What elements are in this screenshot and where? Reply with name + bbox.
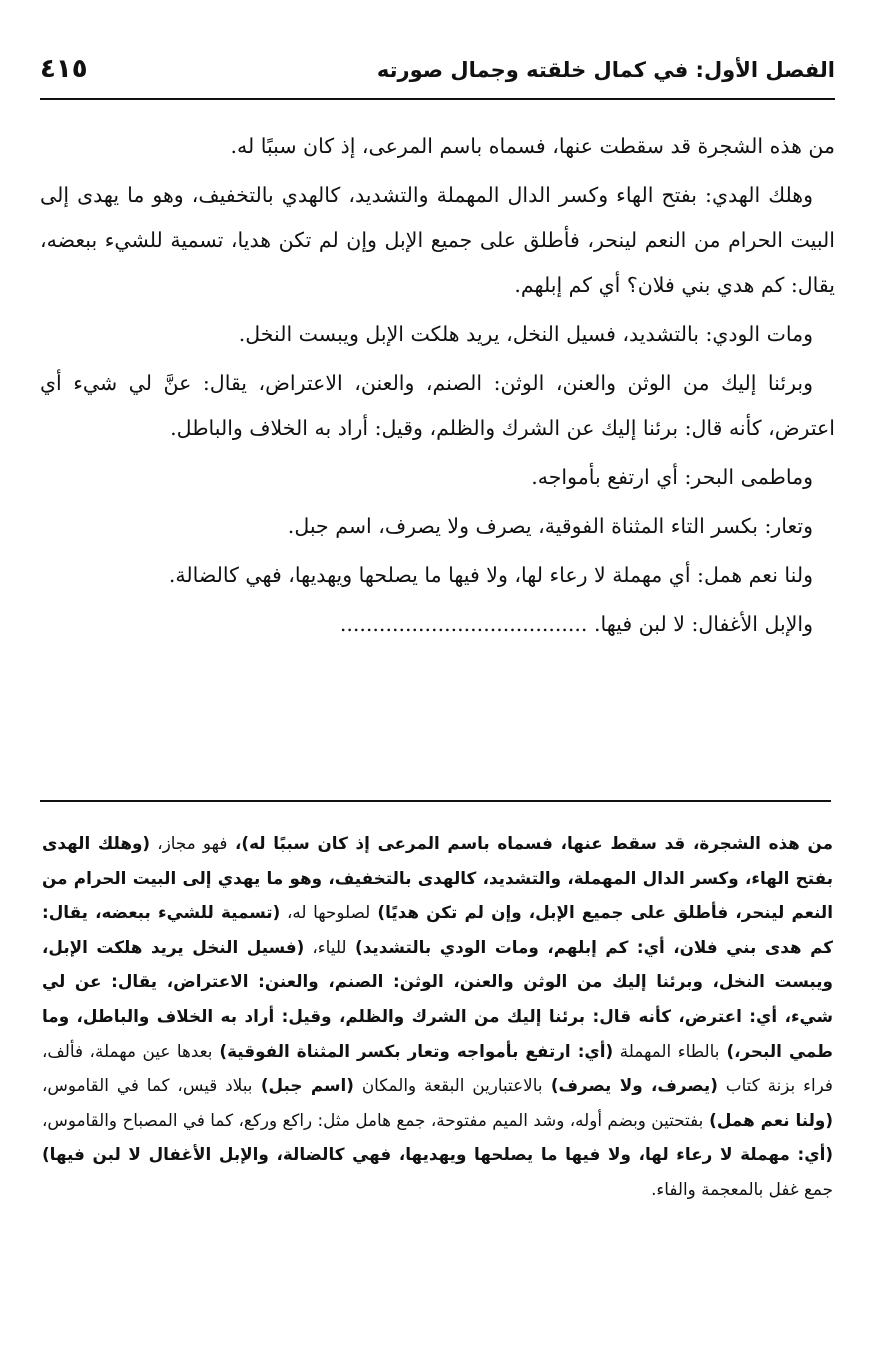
footnote-segment: (وهلك الهدى بفتح الهاء، وكسر الدال المهملة، والتشديد، كالهدى بالتخفيف، وهو ما يهدي إلى البيت الحرام من النعم لينحر، فأطلق على جميع الإبل، وإن لم تكن هديًا) <box>42 833 833 923</box>
footnote-segment: (تسمية للشيء ببعضه، يقال: كم هدى بني فلان، أي: كم إبلهم، ومات الودي بالتشديد) <box>42 902 833 957</box>
main-text <box>40 124 835 651</box>
footnote-segment: لصلوحها له، <box>280 902 371 923</box>
footnote-segment: بالطاء المهملة <box>613 1040 720 1061</box>
footnote-segment: من هذه الشجرة، قد سقط عنها، فسماه باسم المرعى إذ كان سببًا له)، <box>227 833 833 853</box>
footnote-segment: للياء، <box>304 936 347 957</box>
footnote-segment: (فسيل النخل يريد هلكت الإبل، ويبست النخل، وبرئنا إليك من الوثن والعنن، الوثن: الصنم، والعنن: الاعتراض، يقال: عن لي شيء، أي: اعترض، كأنه قال: برئنا إليك من الشرك والظلم، وقيل: أراد به الخلاف والباطل، وما طمي البحر،) <box>42 936 833 1061</box>
footnote-segment: بالاعتبارين البقعة والمكان <box>353 1075 543 1096</box>
main-paragraph: وهلك الهدي: بفتح الهاء وكسر الدال المهملة والتشديد، كالهدي بالتخفيف، وهو ما يهدى إلى البيت الحرام من النعم لينحر، فأطلق على جميع الإبل وإن لم تكن هديا، تسمية للشيء ببعضه، يقال: كم هدي بني فلان؟ أي كم إبلهم. <box>40 183 835 297</box>
footnote-segment: بفتحتين وبضم أوله، وشد الميم مفتوحة، جمع هامل مثل: راكع وركع، كما في المصباح والقاموس، <box>42 1109 704 1130</box>
footnote-segment: (اسم جبل) <box>252 1075 354 1096</box>
main-paragraph: وماطمى البحر: أي ارتفع بأمواجه. <box>531 465 813 489</box>
footnote-segment: جمع غفل بالمعجمة والفاء. <box>651 1178 833 1199</box>
footnote-paragraph <box>42 826 833 1207</box>
main-paragraph: والإبل الأغفال: لا لبن فيها. ...................................... <box>339 612 813 636</box>
main-paragraph: ومات الودي: بالتشديد، فسيل النخل، يريد هلكت الإبل ويبست النخل. <box>238 322 813 346</box>
main-paragraph: وتعار: بكسر التاء المثناة الفوقية، يصرف ولا يصرف، اسم جبل. <box>287 514 813 538</box>
footnote-segment: (أي: مهملة لا رعاء لها، ولا فيها ما يصلحها ويهديها، فهي كالضالة، والإبل الأغفال لا لبن فيها) <box>42 1144 833 1165</box>
footnote-segment: (أي: ارتفع بأمواجه وتعار بكسر المثناة الفوقية) <box>212 1040 614 1061</box>
footnote-segment: بعدها عين مهملة، فألف، فراء بزنة كتاب <box>42 1040 833 1096</box>
running-header <box>40 52 835 100</box>
main-paragraph: من هذه الشجرة قد سقطت عنها، فسماه باسم المرعى، إذ كان سببًا له. <box>230 134 835 158</box>
main-paragraph: وبرئنا إليك من الوثن والعنن، الوثن: الصنم، والعنن، الاعتراض، يقال: عنَّ لي شيء أي اعترض، كأنه قال: برئنا إليك عن الشرك والظلم، وقيل: أراد به الخلاف والباطل. <box>40 371 835 440</box>
footnote-divider <box>40 800 831 802</box>
footnote-commentary <box>42 826 833 1207</box>
page-number: ٤١٥ <box>40 54 88 84</box>
footnote-segment: (ولنا نعم همل) <box>703 1109 834 1130</box>
footnote-segment: فهو مجاز، <box>150 833 228 853</box>
chapter-title: الفصل الأول: في كمال خلقته وجمال صورته <box>376 58 835 82</box>
footnote-segment: (يصرف، ولا يصرف) <box>542 1075 718 1096</box>
main-paragraph: ولنا نعم همل: أي مهملة لا رعاء لها، ولا فيها ما يصلحها ويهديها، فهي كالضالة. <box>168 563 813 587</box>
footnote-segment: ببلاد قيس، كما في القاموس، <box>42 1075 253 1096</box>
